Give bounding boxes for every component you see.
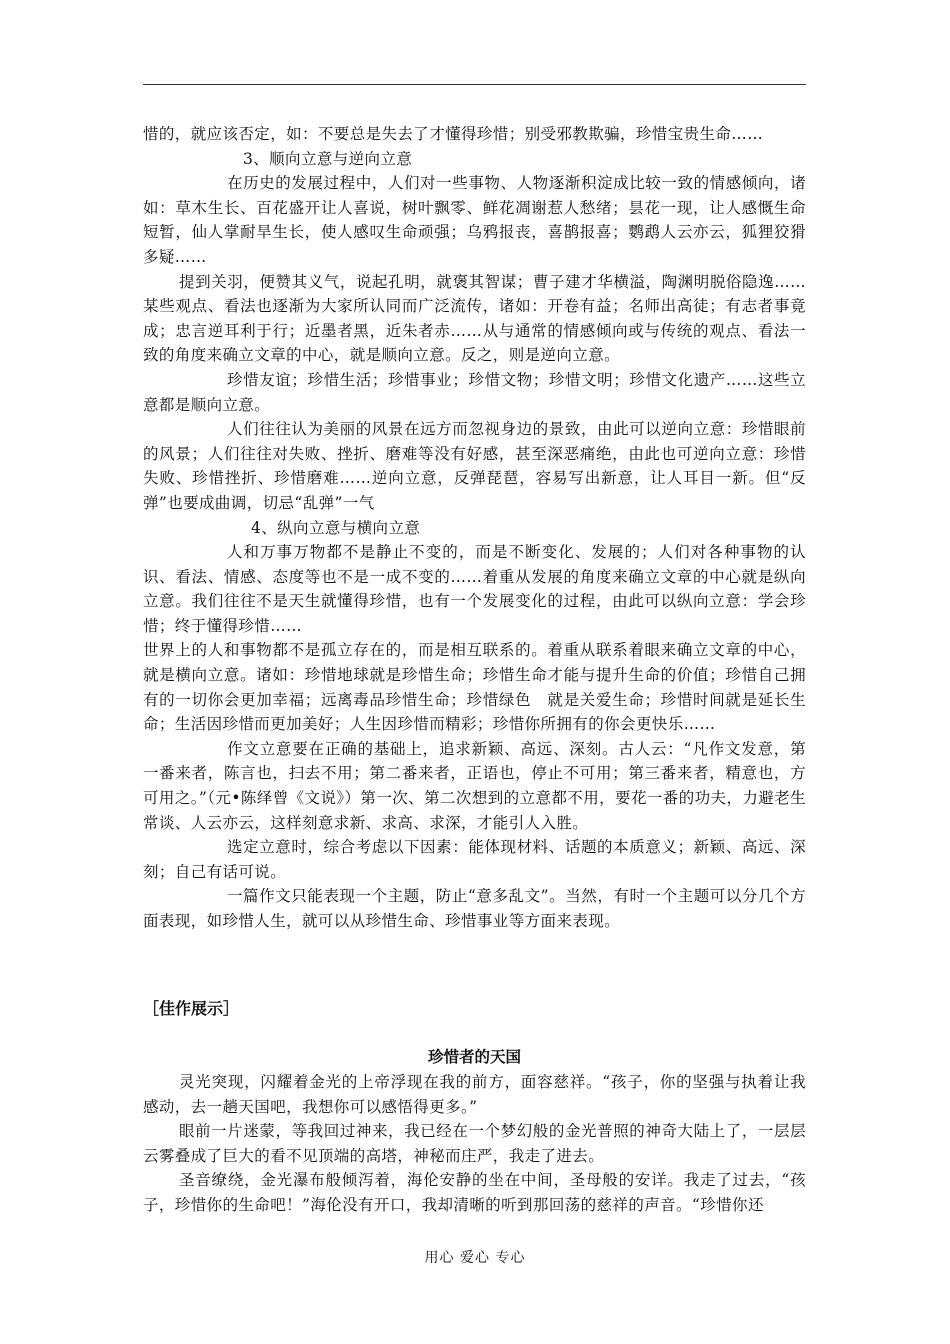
paragraph: 作文立意要在正确的基础上，追求新颖、高远、深刻。古人云：“凡作文发意，第一番来者，陈言也，扫去不用；第二番来者，正语也，停止不可用；第三番来者，精意也，方可用之。”（元•陈绎曾《文说》）第一次、第二次想到的立意都不用，要花一番的功夫，力避老生常谈、人云亦云，这样刻意求新、求高、求深，才能引人入胜。 [143, 739, 806, 832]
story-title: 珍惜者的天国 [427, 1048, 521, 1066]
story-paragraph: 圣音缭绕，金光瀑布般倾泻着，海伦安静的坐在中间，圣母般的安详。我走了过去，“孩子，珍惜你的生命吧！”海伦没有开口，我却清晰的听到那回荡的慈祥的声音。“珍惜你还 [143, 1171, 806, 1214]
paragraph: 选定立意时，综合考虑以下因素：能体现材料、话题的本质意义；新颖、高远、深刻；自己有话可说。 [143, 838, 806, 881]
paragraph: 在历史的发展过程中，人们对一些事物、人物逐渐积淀成比较一致的情感倾向，诸如：草木生长、百花盛开让人喜说，树叶飘零、鲜花凋谢惹人愁绪；昙花一现，让人感慨生命短暂，仙人掌耐旱生长，使人感叹生命顽强；乌鸦报丧，喜鹊报喜；鹦鹉人云亦云，狐狸狡猾多疑…… [143, 174, 806, 266]
section-tag: ［佳作展示］ [143, 999, 240, 1018]
body-text [143, 122, 806, 934]
paragraph: 人和万事万物都不是静止不变的，而是不断变化、发展的；人们对各种事物的认识、看法、情感、态度等也不是一成不变的……着重从发展的角度来确立文章的中心就是纵向立意。我们往往不是天生就懂得珍惜，也有一个发展变化的过程，由此可以纵向立意：学会珍惜；终于懂得珍惜…… [143, 543, 806, 635]
paragraph: 珍惜友谊；珍惜生活；珍惜事业；珍惜文物；珍惜文明；珍惜文化遗产……这些立意都是顺向立意。 [143, 370, 806, 414]
story-text [143, 1070, 806, 1218]
page-footer: 用心 爱心 专心 [424, 1250, 526, 1266]
story-paragraph: 眼前一片迷蒙，等我回过神来，我已经在一个梦幻般的金光普照的神奇大陆上了，一层层云雾叠成了巨大的看不见顶端的高塔，神秘而庄严，我走了进去。 [143, 1122, 806, 1165]
header-rule [143, 84, 806, 85]
story-paragraph: 灵光突现，闪耀着金光的上帝浮现在我的前方，面容慈祥。“孩子，你的坚强与执着让我感动，去一趟天国吧，我想你可以感悟得更多。” [143, 1073, 806, 1116]
paragraph: 惜的，就应该否定，如：不要总是失去了才懂得珍惜；别受邪教欺骗，珍惜宝贵生命…… [143, 125, 764, 143]
paragraph: 人们往往认为美丽的风景在远方而忽视身边的景致，由此可以逆向立意：珍惜眼前的风景；人们往往对失败、挫折、磨难等没有好感，甚至深恶痛绝，由此也可逆向立意：珍惜失败、珍惜挫折、珍惜磨难……逆向立意，反弹琵琶，容易写出新意，让人耳目一新。但“反弹”也要成曲调，切忌“乱弹”一气 [143, 420, 806, 512]
section-heading: 4、纵向立意与横向立意 [251, 518, 421, 537]
paragraph: 一篇作文只能表现一个主题，防止“意多乱文”。当然，有时一个主题可以分几个方面表现，如珍惜人生，就可以从珍惜生命、珍惜事业等方面来表现。 [143, 887, 806, 930]
section-heading: 3、顺向立意与逆向立意 [243, 149, 413, 168]
paragraph: 提到关羽，便赞其义气，说起孔明，就褒其智谋；曹子建才华横溢，陶渊明脱俗隐逸……某些观点、看法也逐渐为大家所认同而广泛流传，诸如：开卷有益；名师出高徒；有志者事竟成；忠言逆耳利于行；近墨者黑，近朱者赤……从与通常的情感倾向或与传统的观点、看法一致的角度来确立文章的中心，就是顺向立意。反之，则是逆向立意。 [143, 272, 806, 365]
paragraph: 世界上的人和事物都不是孤立存在的，而是相互联系的。着重从联系着眼来确立文章的中心，就是横向立意。诸如：珍惜地球就是珍惜生命；珍惜生命才能与提升生命的价值；珍惜自己拥有的一切你会更加幸福；远离毒品珍惜生命；珍惜绿色 就是关爱生命；珍惜时间就是延长生命；生活因珍惜而更加美好；人生因珍惜而精彩；珍惜你所拥有的你会更快乐…… [143, 641, 806, 734]
